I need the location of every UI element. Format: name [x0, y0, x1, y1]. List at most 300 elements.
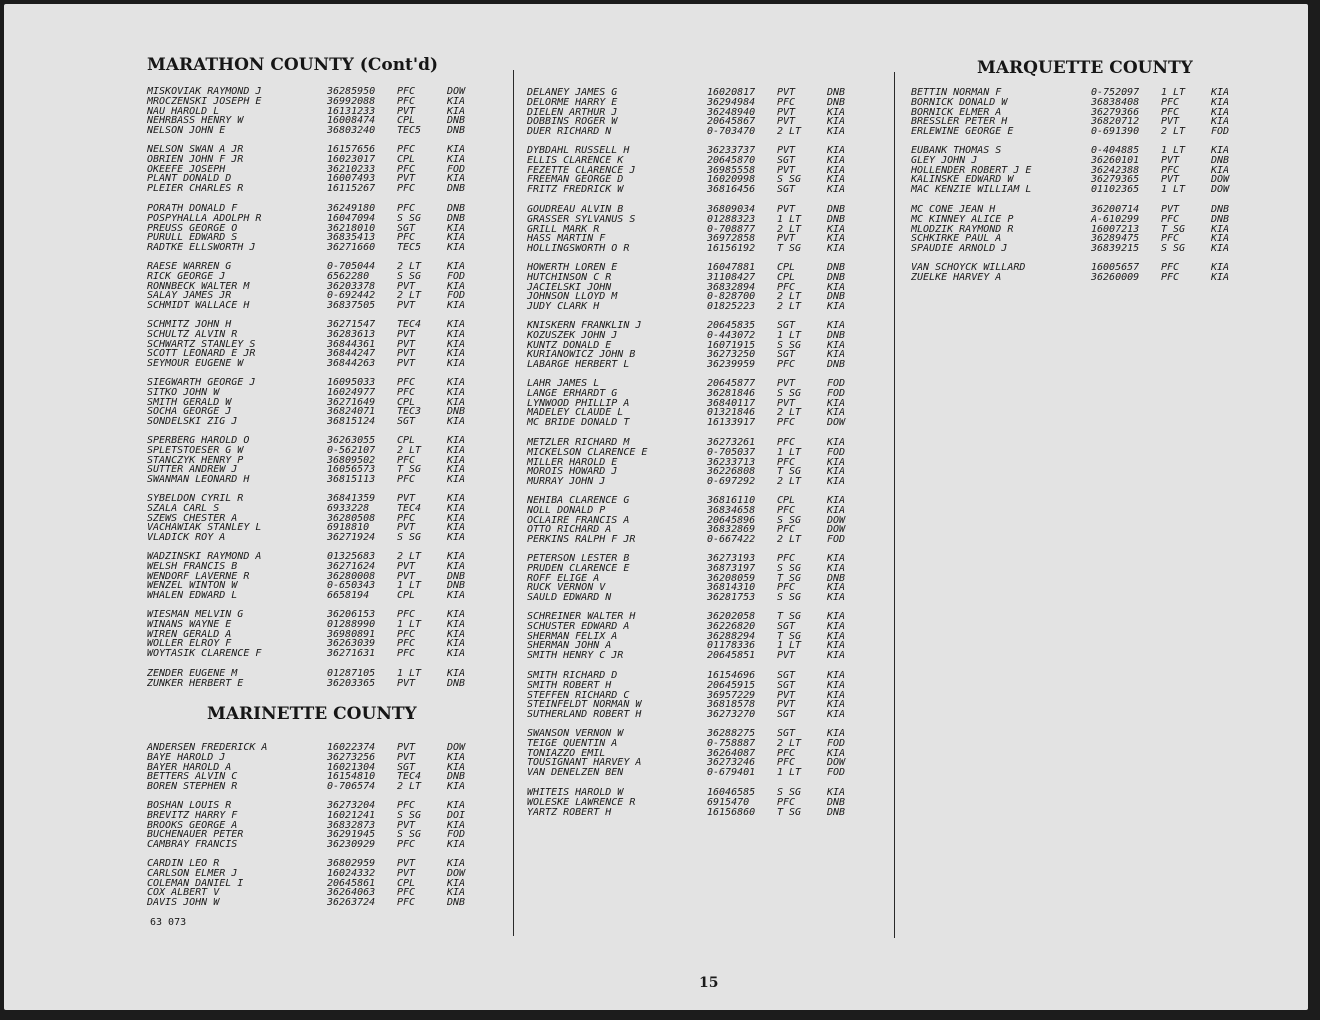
casualty-name: KNISKERN FRANKLIN J [527, 320, 642, 331]
casualty-name: SCHWARTZ STANLEY S [147, 338, 256, 350]
casualty-status: KIA [1211, 87, 1230, 98]
casualty-serial-number: 01321846 [707, 407, 756, 419]
casualty-rank: CPL [777, 271, 796, 283]
casualty-rank: SGT [397, 222, 416, 234]
casualty-status: DOW [827, 417, 846, 429]
casualty-name: OKEEFE JOSEPH [147, 163, 226, 175]
casualty-status: DNB [827, 359, 846, 371]
casualty-rank: 1 LT [1161, 184, 1186, 196]
casualty-name: MC KINNEY ALICE P [911, 213, 1014, 225]
casualty-name: DUER RICHARD N [527, 126, 612, 138]
casualty-status: KIA [827, 650, 846, 662]
casualty-name: DOBBINS ROGER W [527, 116, 618, 128]
casualty-serial-number: 36832894 [707, 281, 756, 293]
casualty-status: DNB [447, 203, 466, 214]
casualty-name: SALAY JAMES JR [147, 290, 232, 302]
casualty-rank: SGT [777, 320, 796, 331]
casualty-serial-number: 36233713 [707, 456, 756, 468]
casualty-status: FOD [827, 737, 846, 749]
casualty-rank: S SG [777, 787, 802, 798]
casualty-name: SUTTER ANDREW J [147, 464, 238, 476]
casualty-name: SZEWS CHESTER A [147, 512, 238, 524]
casualty-serial-number: 16095033 [327, 377, 376, 388]
casualty-serial-number: 0-758887 [707, 737, 756, 749]
casualty-name: JUDY CLARK H [527, 301, 600, 313]
casualty-rank: PVT [397, 358, 416, 370]
casualty-status: KIA [447, 444, 466, 456]
casualty-status: DNB [827, 204, 846, 215]
casualty-serial-number: 36248940 [707, 106, 756, 118]
casualty-serial-number: 36841359 [327, 493, 376, 504]
casualty-rank: PFC [1161, 96, 1180, 108]
casualty-name: NELSON JOHN E [147, 125, 226, 137]
casualty-status: KIA [447, 781, 466, 793]
casualty-rank: S SG [397, 829, 422, 841]
casualty-rank: PVT [397, 338, 416, 350]
casualty-name: JACIELSKI JOHN [527, 281, 612, 293]
casualty-name: SYBELDON CYRIL R [147, 493, 244, 504]
casualty-serial-number: 20645861 [327, 877, 376, 889]
casualty-rank: S SG [777, 514, 802, 526]
casualty-rank: PFC [777, 96, 796, 108]
casualty-rank: PFC [777, 553, 796, 564]
casualty-status: KIA [447, 532, 466, 544]
casualty-serial-number: 0-650343 [327, 580, 376, 592]
casualty-serial-number: 20645915 [707, 679, 756, 691]
casualty-status: KIA [447, 858, 466, 869]
casualty-serial-number: 0-708877 [707, 223, 756, 235]
page-code: 63 073 [150, 917, 187, 928]
casualty-serial-number: 16071915 [707, 339, 756, 351]
casualty-name: SUTHERLAND ROBERT H [527, 709, 642, 721]
casualty-name: WHALEN EDWARD L [147, 590, 238, 602]
casualty-serial-number: 36230929 [327, 839, 376, 851]
casualty-name: STANCZYK HENRY P [147, 454, 244, 466]
casualty-rank: 1 LT [777, 329, 802, 341]
casualty-name: SCHMIDT WALLACE H [147, 300, 250, 312]
casualty-serial-number: 36839215 [1091, 243, 1140, 255]
casualty-name: BORNICK DONALD W [911, 96, 1008, 108]
casualty-status: DNB [827, 96, 846, 108]
casualty-name: SPLETSTOESER G W [147, 444, 244, 456]
casualty-name: COX ALBERT V [147, 887, 220, 899]
casualty-serial-number: 0-828700 [707, 291, 756, 303]
casualty-status: KIA [1211, 243, 1230, 255]
casualty-serial-number: 01325683 [327, 551, 376, 562]
casualty-name: DYBDAHL RUSSELL H [527, 145, 630, 156]
casualty-status: FOD [447, 163, 466, 175]
casualty-name: SMITH HENRY C JR [527, 650, 624, 662]
casualty-status: DNB [827, 329, 846, 341]
casualty-status: FOD [827, 446, 846, 458]
casualty-serial-number: 0-443072 [707, 329, 756, 341]
casualty-serial-number: 16007493 [327, 173, 376, 185]
casualty-serial-number: 36263055 [327, 435, 376, 446]
casualty-name: SEYMOUR EUGENE W [147, 358, 244, 370]
casualty-status: KIA [827, 243, 846, 255]
casualty-name: LABARGE HERBERT L [527, 359, 630, 371]
casualty-status: DNB [447, 897, 466, 909]
casualty-status: KIA [827, 466, 846, 478]
casualty-name: MISKOVIAK RAYMOND J [147, 86, 262, 97]
casualty-status: KIA [447, 887, 466, 899]
casualty-status: KIA [447, 648, 466, 660]
casualty-name: BOREN STEPHEN R [147, 781, 238, 793]
casualty-serial-number: 36824071 [327, 406, 376, 418]
casualty-name: GOUDREAU ALVIN B [527, 204, 624, 215]
casualty-serial-number: 0-692442 [327, 290, 376, 302]
casualty-name: WENZEL WINTON W [147, 580, 238, 592]
casualty-rank: S SG [397, 270, 422, 282]
casualty-rank: PVT [777, 204, 796, 215]
casualty-rank: PFC [397, 628, 416, 640]
casualty-status: KIA [447, 435, 466, 446]
casualty-rank: PFC [777, 757, 796, 769]
casualty-serial-number: 36273204 [327, 800, 376, 811]
casualty-status: FOD [827, 767, 846, 779]
casualty-status: DNB [827, 271, 846, 283]
casualty-rank: PFC [397, 232, 416, 244]
casualty-name: METZLER RICHARD M [527, 437, 630, 448]
casualty-serial-number: 36803240 [327, 125, 376, 137]
casualty-name: KURIANOWICZ JOHN B [527, 349, 636, 361]
casualty-status: KIA [827, 476, 846, 488]
casualty-status: KIA [447, 454, 466, 466]
casualty-status: KIA [447, 751, 466, 763]
casualty-rank: PFC [397, 203, 416, 214]
casualty-serial-number: 36260009 [1091, 271, 1140, 283]
casualty-name: BRESSLER PETER H [911, 116, 1008, 128]
casualty-rank: PFC [397, 512, 416, 524]
casualty-serial-number: 36816456 [707, 184, 756, 196]
casualty-serial-number: 16046585 [707, 787, 756, 798]
casualty-serial-number: 36239959 [707, 359, 756, 371]
casualty-serial-number: 36218010 [327, 222, 376, 234]
casualty-name: DAVIS JOHN W [147, 897, 220, 909]
casualty-status: DNB [827, 291, 846, 303]
casualty-name: SAULD EDWARD N [527, 592, 612, 604]
casualty-serial-number: 36249180 [327, 203, 376, 214]
casualty-rank: 2 LT [397, 781, 422, 793]
casualty-rank: S SG [777, 174, 802, 186]
casualty-status: FOD [447, 270, 466, 282]
casualty-status: KIA [447, 338, 466, 350]
casualty-status: KIA [827, 174, 846, 186]
casualty-status: FOD [447, 290, 466, 302]
casualty-name: SIEGWARTH GEORGE J [147, 377, 256, 388]
casualty-status: KIA [827, 301, 846, 313]
casualty-status: DNB [447, 212, 466, 224]
casualty-name: ERLEWINE GEORGE E [911, 126, 1014, 138]
casualty-rank: TEC5 [397, 125, 422, 137]
casualty-serial-number: 36280008 [327, 570, 376, 582]
casualty-status: DNB [1211, 213, 1230, 225]
casualty-status: KIA [827, 709, 846, 721]
casualty-status: KIA [827, 630, 846, 642]
casualty-serial-number: 36288275 [707, 728, 756, 739]
casualty-rank: TEC4 [397, 502, 422, 514]
casualty-serial-number: 01288990 [327, 618, 376, 630]
casualty-serial-number: 36279365 [1091, 174, 1140, 186]
casualty-serial-number: 16131233 [327, 105, 376, 117]
casualty-serial-number: 36832869 [707, 524, 756, 536]
casualty-serial-number: 16156860 [707, 806, 756, 818]
casualty-rank: T SG [777, 611, 802, 622]
casualty-serial-number: 36273256 [327, 751, 376, 763]
casualty-serial-number: 36814310 [707, 582, 756, 594]
casualty-serial-number: 36279366 [1091, 106, 1140, 118]
casualty-serial-number: 0-404885 [1091, 145, 1140, 156]
casualty-name: PREUSS GEORGE O [147, 222, 238, 234]
casualty-name: ZENDER EUGENE M [147, 668, 238, 679]
casualty-rank: SGT [397, 416, 416, 428]
casualty-rank: S SG [1161, 243, 1186, 255]
casualty-name: STEINFELDT NORMAN W [527, 699, 642, 711]
casualty-rank: CPL [397, 396, 416, 408]
casualty-status: KIA [1211, 223, 1230, 235]
casualty-rank: PFC [397, 86, 416, 97]
casualty-rank: PVT [397, 570, 416, 582]
casualty-rank: PVT [397, 742, 416, 753]
casualty-serial-number: 36820712 [1091, 116, 1140, 128]
casualty-name: LYNWOOD PHILLIP A [527, 397, 630, 409]
casualty-status: DNB [447, 115, 466, 127]
casualty-name: MICKELSON CLARENCE E [527, 446, 648, 458]
casualty-serial-number: 36273250 [707, 349, 756, 361]
casualty-status: KIA [447, 232, 466, 244]
casualty-name: OCLAIRE FRANCIS A [527, 514, 630, 526]
casualty-rank: 2 LT [397, 444, 422, 456]
casualty-status: KIA [827, 154, 846, 166]
casualty-status: KIA [447, 358, 466, 370]
casualty-rank: 1 LT [1161, 145, 1186, 156]
casualty-status: KIA [447, 280, 466, 292]
casualty-status: DNB [1211, 154, 1230, 166]
casualty-serial-number: 36206153 [327, 609, 376, 620]
casualty-rank: CPL [397, 115, 416, 127]
casualty-rank: T SG [397, 464, 422, 476]
casualty-serial-number: 36273246 [707, 757, 756, 769]
casualty-name: PLEIER CHARLES R [147, 183, 244, 195]
casualty-status: DNB [447, 406, 466, 418]
casualty-status: KIA [827, 145, 846, 156]
casualty-serial-number: 16021241 [327, 809, 376, 821]
casualty-serial-number: 20645867 [707, 116, 756, 128]
casualty-name: NAU HAROLD L [147, 105, 220, 117]
casualty-name: SCHULTZ ALVIN R [147, 328, 238, 340]
casualty-rank: CPL [777, 262, 796, 273]
casualty-serial-number: 16024332 [327, 867, 376, 879]
casualty-name: SONDELSKI ZIG J [147, 416, 238, 428]
casualty-status: KIA [827, 640, 846, 652]
casualty-rank: PVT [397, 867, 416, 879]
casualty-rank: T SG [777, 572, 802, 584]
casualty-status: KIA [827, 233, 846, 245]
casualty-name: SMITH RICHARD D [527, 670, 618, 681]
casualty-serial-number: 6933228 [327, 502, 370, 514]
casualty-status: KIA [827, 164, 846, 176]
casualty-serial-number: 16157656 [327, 144, 376, 155]
casualty-rank: 2 LT [777, 291, 802, 303]
casualty-rank: 2 LT [1161, 126, 1186, 138]
casualty-status: KIA [827, 670, 846, 681]
casualty-status: KIA [447, 386, 466, 398]
casualty-name: NOLL DONALD P [527, 504, 606, 516]
casualty-name: STEFFEN RICHARD C [527, 689, 630, 701]
casualty-status: DOW [1211, 184, 1230, 196]
casualty-status: KIA [447, 493, 466, 504]
casualty-rank: PVT [397, 560, 416, 572]
casualty-status: DOW [827, 757, 846, 769]
casualty-rank: PFC [397, 144, 416, 155]
casualty-status: KIA [447, 800, 466, 811]
casualty-status: KIA [447, 319, 466, 330]
casualty-rank: PFC [397, 887, 416, 899]
casualty-rank: CPL [397, 435, 416, 446]
casualty-name: HOWERTH LOREN E [527, 262, 618, 273]
casualty-status: KIA [827, 699, 846, 711]
casualty-status: KIA [447, 348, 466, 360]
casualty-serial-number: 01102365 [1091, 184, 1140, 196]
casualty-name: HOLLINGSWORTH O R [527, 243, 630, 255]
casualty-serial-number: 36281753 [707, 592, 756, 604]
casualty-serial-number: 16047094 [327, 212, 376, 224]
casualty-serial-number: 36280508 [327, 512, 376, 524]
casualty-serial-number: 6562280 [327, 270, 370, 282]
casualty-rank: S SG [777, 562, 802, 574]
casualty-rank: SGT [777, 709, 796, 721]
casualty-rank: 2 LT [777, 407, 802, 419]
casualty-serial-number: 36203378 [327, 280, 376, 292]
casualty-name: CARDIN LEO R [147, 858, 220, 869]
casualty-rank: CPL [397, 877, 416, 889]
casualty-serial-number: 36288294 [707, 630, 756, 642]
casualty-status: KIA [447, 839, 466, 851]
casualty-serial-number: 36281846 [707, 387, 756, 399]
casualty-name: MAC KENZIE WILLIAM L [911, 184, 1032, 196]
casualty-name: SPAUDIE ARNOLD J [911, 243, 1008, 255]
casualty-name: NEHIBA CLARENCE G [527, 495, 630, 506]
casualty-name: GRILL MARK R [527, 223, 600, 235]
casualty-name: SHERMAN FELIX A [527, 630, 618, 642]
casualty-serial-number: 36271624 [327, 560, 376, 572]
casualty-name: BOSHAN LOUIS R [147, 800, 232, 811]
casualty-rank: T SG [777, 806, 802, 818]
casualty-name: NELSON SWAN A JR [147, 144, 244, 155]
casualty-status: KIA [447, 144, 466, 155]
casualty-serial-number: 36273193 [707, 553, 756, 564]
casualty-name: TONIAZZO EMIL [527, 747, 606, 759]
casualty-status: KIA [827, 320, 846, 331]
casualty-rank: PVT [397, 300, 416, 312]
casualty-rank: PVT [1161, 204, 1180, 215]
casualty-name: MADELEY CLAUDE L [527, 407, 624, 419]
casualty-serial-number: 36289475 [1091, 233, 1140, 245]
casualty-serial-number: 36202058 [707, 611, 756, 622]
casualty-rank: 2 LT [777, 737, 802, 749]
marathon-county-heading: MARATHON COUNTY (Cont'd) [147, 55, 439, 75]
casualty-status: KIA [827, 747, 846, 759]
casualty-rank: T SG [1161, 223, 1186, 235]
casualty-status: KIA [827, 281, 846, 293]
casualty-status: KIA [447, 618, 466, 630]
casualty-status: KIA [827, 437, 846, 448]
casualty-serial-number: 36271924 [327, 532, 376, 544]
casualty-status: DNB [447, 580, 466, 592]
casualty-serial-number: 16021304 [327, 761, 376, 773]
casualty-status: DOW [447, 742, 466, 753]
casualty-status: KIA [827, 582, 846, 594]
casualty-status: KIA [827, 495, 846, 506]
casualty-rank: PVT [777, 106, 796, 118]
casualty-rank: T SG [777, 243, 802, 255]
casualty-name: TOUSIGNANT HARVEY A [527, 757, 642, 769]
casualty-name: SCHMITZ JOHN H [147, 319, 232, 330]
casualty-status: KIA [827, 728, 846, 739]
casualty-serial-number: 16020817 [707, 87, 756, 98]
casualty-status: KIA [447, 153, 466, 165]
casualty-rank: SGT [777, 154, 796, 166]
casualty-serial-number: 36844263 [327, 358, 376, 370]
casualty-status: FOD [827, 534, 846, 546]
casualty-rank: PVT [777, 145, 796, 156]
casualty-rank: PFC [777, 796, 796, 808]
casualty-rank: PVT [397, 105, 416, 117]
casualty-status: KIA [1211, 116, 1230, 128]
casualty-rank: 2 LT [777, 301, 802, 313]
casualty-rank: PVT [397, 858, 416, 869]
casualty-serial-number: 36263039 [327, 638, 376, 650]
casualty-serial-number: 01287105 [327, 668, 376, 679]
casualty-status: KIA [827, 407, 846, 419]
casualty-serial-number: 0-562107 [327, 444, 376, 456]
casualty-name: CARLSON ELMER J [147, 867, 238, 879]
casualty-serial-number: 36844361 [327, 338, 376, 350]
casualty-rank: PFC [1161, 106, 1180, 118]
casualty-serial-number: 0-752097 [1091, 87, 1140, 98]
casualty-status: KIA [447, 761, 466, 773]
casualty-serial-number: 36273270 [707, 709, 756, 721]
casualty-rank: PFC [397, 800, 416, 811]
casualty-name: MROCZENSKI JOSEPH E [147, 95, 262, 107]
casualty-name: SZALA CARL S [147, 502, 220, 514]
casualty-status: DNB [1211, 204, 1230, 215]
casualty-serial-number: 20645877 [707, 378, 756, 389]
casualty-rank: PFC [397, 638, 416, 650]
casualty-name: MILLER HAROLD E [527, 456, 618, 468]
casualty-name: VLADICK ROY A [147, 532, 226, 544]
casualty-serial-number: 36271547 [327, 319, 376, 330]
casualty-rank: SGT [777, 670, 796, 681]
casualty-serial-number: 36840117 [707, 397, 756, 409]
casualty-rank: PVT [777, 689, 796, 701]
casualty-rank: PVT [1161, 174, 1180, 186]
casualty-name: VACHAWIAK STANLEY L [147, 522, 262, 534]
casualty-rank: PVT [1161, 116, 1180, 128]
casualty-rank: PVT [397, 522, 416, 534]
casualty-name: KALINSKE EDWARD W [911, 174, 1014, 186]
casualty-name: SMITH ROBERT H [527, 679, 612, 691]
casualty-rank: PVT [777, 116, 796, 128]
casualty-name: BUCHENAUER PETER [147, 829, 244, 841]
casualty-name: MC BRIDE DONALD T [527, 417, 630, 429]
casualty-rank: PFC [1161, 271, 1180, 283]
casualty-name: BETTIN NORMAN F [911, 87, 1002, 98]
casualty-status: KIA [1211, 96, 1230, 108]
casualty-name: ROFF ELIGE A [527, 572, 600, 584]
casualty-serial-number: 36233737 [707, 145, 756, 156]
casualty-serial-number: 36873197 [707, 562, 756, 574]
